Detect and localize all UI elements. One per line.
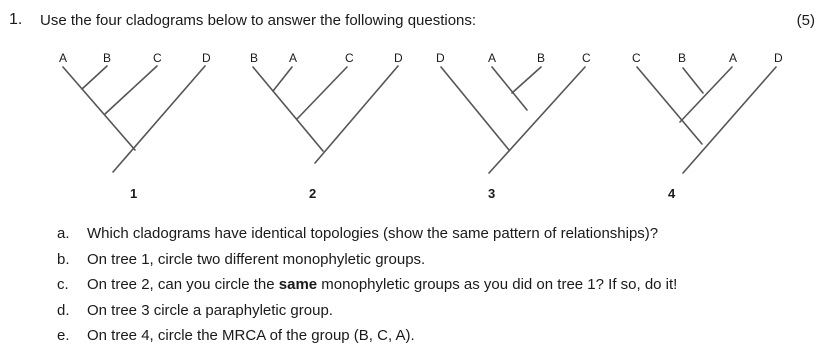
sub-questions: [57, 221, 677, 349]
tree-4-tip-3: A: [729, 51, 738, 65]
tree-1-branch: [63, 67, 135, 150]
sub-question-d: [57, 298, 677, 324]
tree-3-branch: [512, 67, 541, 93]
tree-1-number: 1: [130, 186, 138, 201]
cladogram-2: [250, 51, 403, 201]
sub-question-label: d.: [57, 301, 70, 319]
tree-1-branch: [105, 66, 157, 114]
tree-2-number: 2: [309, 186, 317, 201]
sub-question-a: [57, 221, 677, 247]
sub-question-text: Which cladograms have identical topologies (show the same pattern of relationships)?: [87, 225, 659, 242]
tree-2-tip-3: C: [345, 51, 354, 65]
sub-question-text: On tree 3 circle a paraphyletic group.: [87, 301, 333, 319]
tree-2-branch: [253, 67, 323, 151]
tree-1-tip-2: B: [103, 51, 112, 65]
tree-2-tip-1: B: [250, 51, 259, 65]
sub-question-label: e.: [57, 327, 70, 344]
question-prompt: Use the four cladograms below to answer the following questions:: [40, 12, 477, 29]
sub-question-label: a.: [57, 225, 70, 242]
tree-4-number: 4: [668, 186, 676, 201]
tree-2-branch: [315, 66, 398, 163]
tree-4-tip-2: B: [678, 51, 687, 65]
tree-1-tip-3: C: [153, 51, 162, 65]
tree-3-tip-3: B: [537, 51, 546, 65]
tree-1-branch: [82, 66, 107, 89]
sub-question-text: On tree 4, circle the MRCA of the group (B, C, A).: [87, 327, 415, 344]
tree-3-branch: [489, 67, 585, 173]
tree-3-number: 3: [488, 186, 496, 201]
tree-3-branch: [492, 67, 527, 110]
tree-2-branch: [297, 67, 347, 119]
sub-question-c: [57, 272, 677, 298]
cladogram-3: [436, 51, 591, 201]
sub-question-text: On tree 2, can you circle the same monophyletic groups as you did on tree 1? If so, do it!: [87, 276, 678, 293]
question-number: 1.: [9, 11, 23, 28]
cladogram-4: [632, 51, 783, 201]
question-marks: (5): [796, 12, 815, 29]
sub-question-b: [57, 247, 677, 273]
tree-3-branch: [441, 67, 509, 150]
tree-4-tip-1: C: [632, 51, 641, 65]
sub-question-e: [57, 323, 677, 349]
sub-question-label: b.: [57, 250, 70, 268]
tree-3-tip-2: A: [488, 51, 497, 65]
tree-1-tip-1: A: [59, 51, 68, 65]
tree-2-tip-2: A: [289, 51, 298, 65]
tree-3-tip-4: C: [582, 51, 591, 65]
tree-4-tip-4: D: [774, 51, 783, 65]
emphasis-same: same: [278, 276, 318, 293]
tree-3-tip-1: D: [436, 51, 445, 65]
tree-4-branch: [683, 68, 703, 93]
tree-2-branch: [273, 67, 292, 91]
sub-question-text: On tree 1, circle two different monophyletic groups.: [87, 250, 426, 268]
tree-4-branch: [683, 67, 776, 173]
tree-1-branch: [113, 66, 205, 172]
tree-2-tip-4: D: [394, 51, 403, 65]
tree-1-tip-4: D: [202, 51, 211, 65]
sub-question-label: c.: [57, 276, 69, 293]
cladogram-1: [59, 51, 211, 201]
